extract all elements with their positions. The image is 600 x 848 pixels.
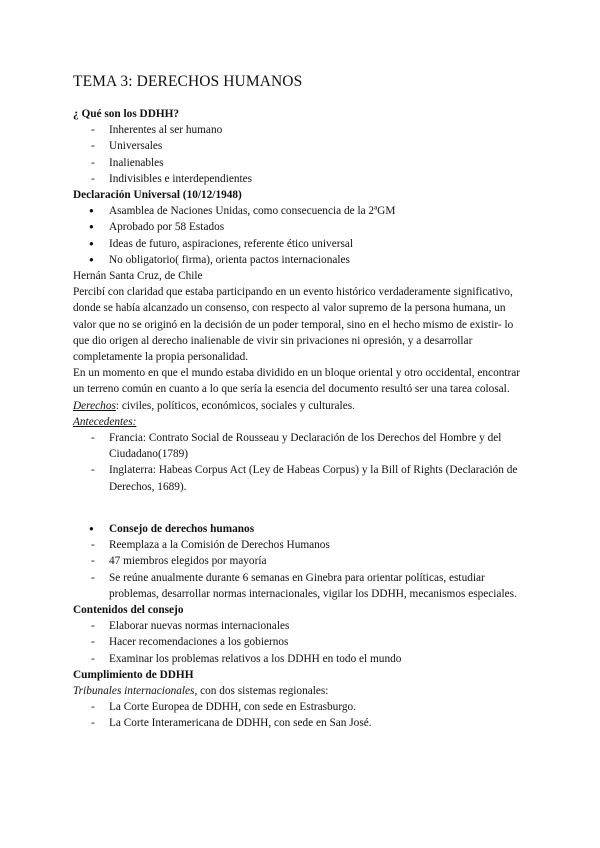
list-item: - La Corte Europea de DDHH, con sede en Estrasburgo. — [73, 699, 528, 715]
derechos-text: : civiles, políticos, económicos, sociales y culturales. — [115, 399, 355, 412]
list-item: - Reemplaza a la Comisión de Derechos Humanos — [73, 537, 528, 553]
list-item: ● Aprobado por 58 Estados — [73, 219, 528, 235]
list-item: - Francia: Contrato Social de Rousseau y Declaración de los Derechos del Hombre y del Ciudadano(1789) — [73, 430, 528, 462]
tribunales-text: , con dos sistemas regionales: — [194, 685, 329, 698]
page-title: TEMA 3: DERECHOS HUMANOS — [73, 73, 303, 90]
context-paragraph: En un momento en que el mundo estaba dividido en un bloque oriental y otro occidental, encontrar un terreno común en cuanto a lo que sería la esencia del documento resultó ser una tarea colosal. — [73, 367, 521, 396]
tribunales-list — [73, 699, 528, 731]
declaracion-list — [73, 203, 528, 268]
derechos-label: Derechos — [73, 399, 116, 412]
section-consejo — [73, 521, 528, 732]
santa-cruz-line: Hernán Santa Cruz, de Chile — [73, 270, 203, 283]
list-item: - 47 miembros elegidos por mayoría — [73, 553, 528, 569]
declaracion-heading: Declaración Universal (10/12/1948) — [73, 189, 242, 201]
list-item: - Inherentes al ser humano — [73, 122, 528, 138]
section-declaracion — [73, 187, 528, 495]
contenidos-list — [73, 618, 528, 667]
list-item: - La Corte Interamericana de DDHH, con sede en San José. — [73, 715, 528, 731]
list-item: - Inglaterra: Habeas Corpus Act (Ley de Habeas Corpus) y la Bill of Rights (Declaración de Derechos, 1689). — [73, 462, 528, 494]
list-item: ● Ideas de futuro, aspiraciones, referente ético universal — [73, 236, 528, 252]
tribunales-label: Tribunales internacionales — [73, 685, 195, 698]
list-item: - Inalienables — [73, 155, 528, 171]
consejo-heading-list — [73, 521, 528, 537]
list-item: ● No obligatorio( firma), orienta pactos internacionales — [73, 252, 528, 268]
antecedentes-list — [73, 430, 528, 495]
list-item: - Examinar los problemas relativos a los DDHH en todo el mundo — [73, 651, 528, 667]
list-item: - Elaborar nuevas normas internacionales — [73, 618, 528, 634]
consejo-list — [73, 537, 528, 602]
section-que-son — [73, 106, 528, 187]
antecedentes-label: Antecedentes: — [73, 415, 137, 428]
list-item: - Indivisibles e interdependientes — [73, 171, 528, 187]
derechos-line — [73, 398, 528, 414]
que-son-heading: ¿ Qué son los DDHH? — [73, 108, 180, 120]
list-item: - Se reúne anualmente durante 6 semanas en Ginebra para orientar políticas, estudiar problemas, desarrollar normas internacionales, vigilar los DDHH, mecanismos especiales. — [73, 570, 528, 602]
list-item: - Hacer recomendaciones a los gobiernos — [73, 634, 528, 650]
cumplimiento-heading: Cumplimiento de DDHH — [73, 668, 194, 681]
list-item: ● Asamblea de Naciones Unidas, como consecuencia de la 2ªGM — [73, 203, 528, 219]
contenidos-heading: Contenidos del consejo — [73, 604, 184, 617]
list-item: - Universales — [73, 138, 528, 154]
que-son-list — [73, 122, 528, 187]
quote-paragraph: Percibí con claridad que estaba participando en un evento histórico verdaderamente significativo, donde se había alcanzado un consenso, con respecto al valor supremo de la persona humana, un valor que no se originó en la decisión de un poder temporal, sino en el hecho mismo de existir- lo que dio origen al derecho inalienable de vivir sin privaciones ni opresión, y a desarrollar completamente la propia personalidad. — [73, 286, 514, 364]
tribunales-line — [73, 683, 528, 699]
consejo-heading: ● Consejo de derechos humanos — [73, 521, 528, 537]
